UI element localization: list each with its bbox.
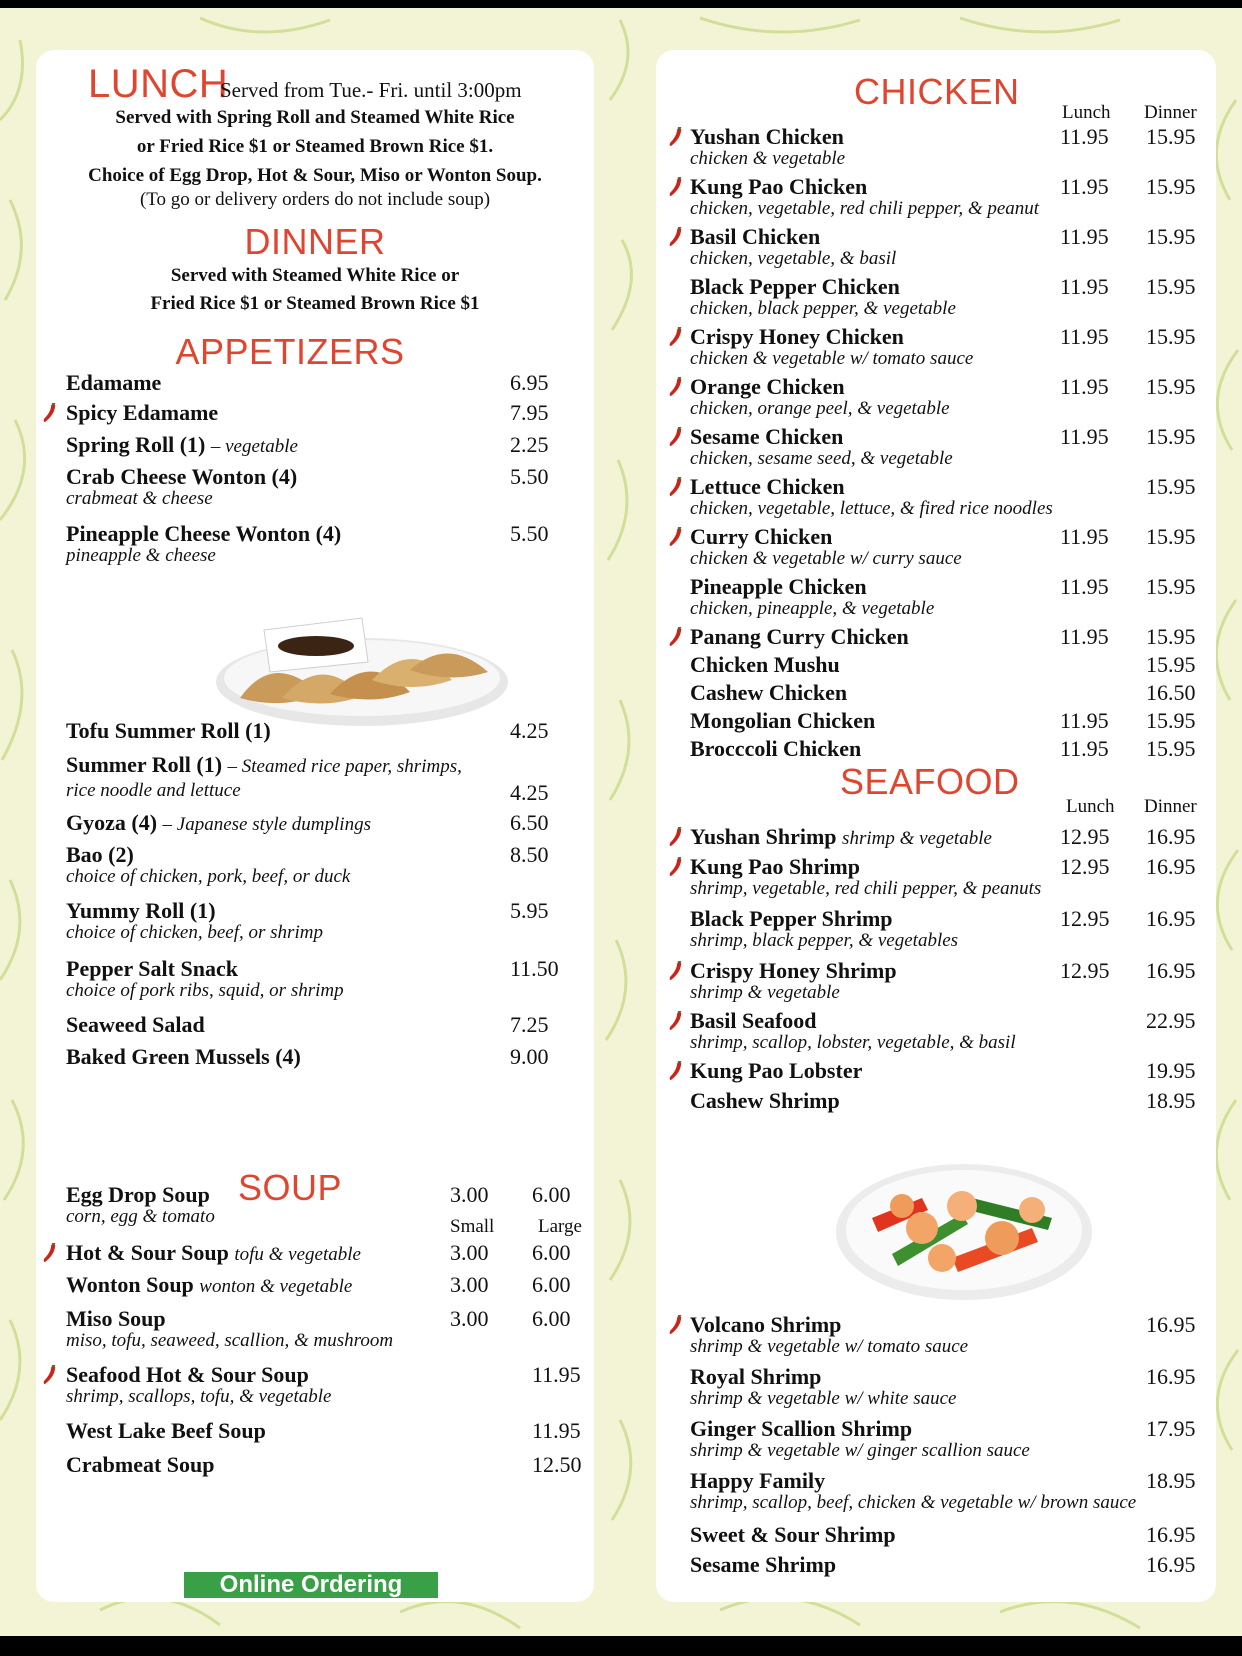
item-name: Crispy Honey Chicken — [690, 324, 904, 349]
item-price-dinner: 15.95 — [1146, 424, 1196, 449]
gyoza-photo — [212, 610, 512, 730]
lunch-served-hours: Served from Tue.- Fri. until 3:00pm — [220, 78, 522, 102]
item-price-small: 3.00 — [450, 1182, 489, 1207]
item-price-large: 6.00 — [532, 1182, 571, 1207]
item-price-dinner: 16.95 — [1146, 824, 1196, 849]
item-description: chicken, black pepper, & vegetable — [690, 298, 956, 319]
lunch-line-3: Choice of Egg Drop, Hot & Sour, Miso or Wonton Soup. — [88, 165, 542, 186]
item-name: Seafood Hot & Sour Soup — [66, 1362, 309, 1387]
item-description: shrimp, scallops, tofu, & vegetable — [66, 1386, 332, 1407]
item-price-price: 8.50 — [510, 842, 549, 867]
chili-pepper-icon — [42, 1365, 58, 1385]
item-price-lunch: 11.95 — [1060, 324, 1109, 349]
item-price-small: 3.00 — [450, 1306, 489, 1331]
item-name: Chicken Mushu — [690, 652, 840, 677]
item-name: Brocccoli Chicken — [690, 736, 862, 761]
item-price-dinner: 15.95 — [1146, 736, 1196, 761]
chicken-col-lunch: Lunch — [1062, 102, 1111, 123]
item-name: Sesame Chicken — [690, 424, 844, 449]
item-price-dinner: 15.95 — [1146, 174, 1196, 199]
item-price-dinner: 16.95 — [1146, 958, 1196, 983]
item-price-lunch: 11.95 — [1060, 224, 1109, 249]
item-price-price: 11.50 — [510, 956, 559, 981]
item-price-price: 5.95 — [510, 898, 549, 923]
item-name: Black Pepper Shrimp — [690, 906, 893, 931]
item-price-dinner: 15.95 — [1146, 374, 1196, 399]
item-price-large: 12.50 — [532, 1452, 582, 1477]
item-inline-desc: tofu & vegetable — [234, 1244, 361, 1265]
item-name: Crabmeat Soup — [66, 1452, 215, 1477]
chicken-heading: CHICKEN — [854, 71, 1020, 112]
item-price-price: 4.25 — [510, 718, 549, 743]
item-price-lunch: 11.95 — [1060, 424, 1109, 449]
item-description: pineapple & cheese — [66, 545, 216, 566]
item-name: Bao (2) — [66, 842, 134, 867]
chili-pepper-icon — [42, 1243, 58, 1263]
item-price-lunch: 12.95 — [1060, 958, 1110, 983]
item-price-large: 6.00 — [532, 1240, 571, 1265]
seafood-heading: SEAFOOD — [840, 761, 1020, 802]
item-price-price: 2.25 — [510, 432, 549, 457]
item-price-price: 6.95 — [510, 370, 549, 395]
item-name: Pineapple Cheese Wonton (4) — [66, 521, 342, 546]
item-price-dinner: 22.95 — [1146, 1008, 1196, 1033]
item-description: chicken, sesame seed, & vegetable — [690, 448, 953, 469]
item-price-dinner: 15.95 — [1146, 524, 1196, 549]
item-name: Mongolian Chicken — [690, 708, 876, 733]
chili-pepper-icon — [668, 527, 684, 547]
item-description: chicken, orange peel, & vegetable — [690, 398, 950, 419]
item-price-dinner: 15.95 — [1146, 652, 1196, 677]
item-price-lunch: 11.95 — [1060, 124, 1109, 149]
item-description: shrimp & vegetable w/ ginger scallion sauce — [690, 1440, 1030, 1461]
item-description: rice noodle and lettuce — [66, 780, 241, 801]
item-price-lunch: 11.95 — [1060, 374, 1109, 399]
item-name: Wonton Soup wonton & vegetable — [66, 1272, 353, 1297]
seafood-col-lunch: Lunch — [1066, 796, 1115, 817]
item-description: chicken, vegetable, lettuce, & fired rice noodles — [690, 498, 1053, 519]
item-price-lunch: 12.95 — [1060, 824, 1110, 849]
item-price-small: 3.00 — [450, 1240, 489, 1265]
item-name: Yushan Shrimp shrimp & vegetable — [690, 824, 992, 849]
item-name: Crispy Honey Shrimp — [690, 958, 897, 983]
item-description: choice of chicken, beef, or shrimp — [66, 922, 323, 943]
item-price-dinner: 16.95 — [1146, 1312, 1196, 1337]
item-description: choice of pork ribs, squid, or shrimp — [66, 980, 344, 1001]
item-price-price: 4.25 — [510, 780, 549, 805]
item-price-dinner: 15.95 — [1146, 274, 1196, 299]
item-description: crabmeat & cheese — [66, 488, 213, 509]
item-price-large: 6.00 — [532, 1306, 571, 1331]
item-price-dinner: 15.95 — [1146, 708, 1196, 733]
item-inline-desc: – vegetable — [210, 436, 298, 457]
right-menu-panel — [656, 50, 1216, 1602]
item-price-lunch: 12.95 — [1060, 854, 1110, 879]
item-description: chicken, vegetable, & basil — [690, 248, 897, 269]
item-price-price: 7.95 — [510, 400, 549, 425]
item-price-lunch: 11.95 — [1060, 624, 1109, 649]
item-inline-desc: – Japanese style dumplings — [162, 814, 371, 835]
appetizers-heading: APPETIZERS — [175, 331, 405, 372]
item-description: shrimp & vegetable w/ tomato sauce — [690, 1336, 969, 1357]
item-price-large: 11.95 — [532, 1418, 581, 1443]
item-name: Basil Chicken — [690, 224, 821, 249]
item-price-lunch: 11.95 — [1060, 274, 1109, 299]
item-price-dinner: 15.95 — [1146, 124, 1196, 149]
item-name: Orange Chicken — [690, 374, 845, 399]
item-name: Pineapple Chicken — [690, 574, 867, 599]
item-name: Sweet & Sour Shrimp — [690, 1522, 896, 1547]
left-menu-panel — [36, 50, 594, 1602]
item-price-lunch: 12.95 — [1060, 906, 1110, 931]
item-price-dinner: 15.95 — [1146, 324, 1196, 349]
dinner-line-1: Served with Steamed White Rice or — [170, 265, 460, 286]
item-name: Lettuce Chicken — [690, 474, 845, 499]
item-name: Tofu Summer Roll (1) — [66, 718, 271, 743]
item-price-dinner: 16.50 — [1146, 680, 1196, 705]
item-name: Baked Green Mussels (4) — [66, 1044, 301, 1069]
item-description: shrimp & vegetable — [690, 982, 840, 1003]
item-price-dinner: 15.95 — [1146, 224, 1196, 249]
item-price-price: 5.50 — [510, 464, 549, 489]
item-price-small: 3.00 — [450, 1272, 489, 1297]
item-name: Kung Pao Chicken — [690, 174, 868, 199]
item-inline-desc: shrimp & vegetable — [842, 828, 992, 849]
item-description: shrimp & vegetable w/ white sauce — [690, 1388, 957, 1409]
chili-pepper-icon — [668, 827, 684, 847]
item-name: Yummy Roll (1) — [66, 898, 216, 923]
item-price-lunch: 11.95 — [1060, 174, 1109, 199]
chili-pepper-icon — [668, 857, 684, 877]
item-name: Edamame — [66, 370, 162, 395]
chili-pepper-icon — [668, 1011, 684, 1031]
item-name: Volcano Shrimp — [690, 1312, 842, 1337]
item-price-dinner: 16.95 — [1146, 1522, 1196, 1547]
item-price-dinner: 18.95 — [1146, 1468, 1196, 1493]
item-name: Ginger Scallion Shrimp — [690, 1416, 913, 1441]
item-description: chicken & vegetable w/ curry sauce — [690, 548, 962, 569]
chili-pepper-icon — [668, 227, 684, 247]
chili-pepper-icon — [668, 127, 684, 147]
online-ordering-button[interactable]: Online Ordering — [184, 1572, 438, 1598]
item-price-dinner: 16.95 — [1146, 906, 1196, 931]
item-name: Kung Pao Shrimp — [690, 854, 860, 879]
item-name: Basil Seafood — [690, 1008, 817, 1033]
item-price-dinner: 19.95 — [1146, 1058, 1196, 1083]
item-price-dinner: 16.95 — [1146, 1552, 1196, 1577]
chicken-col-dinner: Dinner — [1144, 102, 1197, 123]
chili-pepper-icon — [668, 377, 684, 397]
item-name: Crab Cheese Wonton (4) — [66, 464, 298, 489]
item-name: Gyoza (4) – Japanese style dumplings — [66, 810, 371, 835]
item-description: shrimp, vegetable, red chili pepper, & peanuts — [690, 878, 1042, 899]
item-description: chicken, vegetable, red chili pepper, & peanut — [690, 198, 1040, 219]
lunch-heading: LUNCH — [88, 62, 229, 106]
item-name: Kung Pao Lobster — [690, 1058, 863, 1083]
item-description: shrimp, black pepper, & vegetables — [690, 930, 959, 951]
item-price-large: 6.00 — [532, 1272, 571, 1297]
item-price-dinner: 15.95 — [1146, 474, 1196, 499]
item-description: corn, egg & tomato — [66, 1206, 215, 1227]
lunch-line-2: or Fried Rice $1 or Steamed Brown Rice $1. — [136, 136, 494, 157]
item-price-price: 7.25 — [510, 1012, 549, 1037]
chili-pepper-icon — [668, 961, 684, 981]
item-description: choice of chicken, pork, beef, or duck — [66, 866, 351, 887]
item-inline-desc: – Steamed rice paper, shrimps, — [227, 756, 462, 777]
item-inline-desc: wonton & vegetable — [199, 1276, 353, 1297]
item-name: Happy Family — [690, 1468, 826, 1493]
dinner-line-2: Fried Rice $1 or Steamed Brown Rice $1 — [150, 293, 480, 314]
shrimp-dish-photo — [832, 1158, 1096, 1302]
item-price-lunch: 11.95 — [1060, 736, 1109, 761]
item-name: Hot & Sour Soup tofu & vegetable — [66, 1240, 361, 1265]
item-name: Miso Soup — [66, 1306, 166, 1331]
item-name: Yushan Chicken — [690, 124, 844, 149]
item-price-price: 6.50 — [510, 810, 549, 835]
item-name: Spicy Edamame — [66, 400, 219, 425]
soup-col-large: Large — [538, 1216, 582, 1237]
item-price-large: 11.95 — [532, 1362, 581, 1387]
item-price-lunch: 11.95 — [1060, 574, 1109, 599]
item-price-price: 5.50 — [510, 521, 549, 546]
item-name: Summer Roll (1) – Steamed rice paper, shrimps, — [66, 752, 462, 777]
item-price-dinner: 18.95 — [1146, 1088, 1196, 1113]
soup-divider-space — [36, 50, 37, 51]
item-description: chicken & vegetable — [690, 148, 846, 169]
item-name: Cashew Chicken — [690, 680, 848, 705]
item-description: miso, tofu, seaweed, scallion, & mushroom — [66, 1330, 394, 1351]
soup-col-small: Small — [450, 1216, 495, 1237]
item-name: Pepper Salt Snack — [66, 956, 238, 981]
item-price-dinner: 17.95 — [1146, 1416, 1196, 1441]
bottom-border — [0, 1636, 1242, 1656]
item-name: Cashew Shrimp — [690, 1088, 840, 1113]
chili-pepper-icon — [668, 1315, 684, 1335]
item-name: Spring Roll (1) – vegetable — [66, 432, 298, 457]
chili-pepper-icon — [668, 627, 684, 647]
item-name: West Lake Beef Soup — [66, 1418, 266, 1443]
chili-pepper-icon — [42, 403, 58, 423]
item-name: Egg Drop Soup — [66, 1182, 210, 1207]
item-price-dinner: 15.95 — [1146, 624, 1196, 649]
chili-pepper-icon — [668, 327, 684, 347]
lunch-line-1: Served with Spring Roll and Steamed White Rice — [115, 107, 515, 128]
item-name: Royal Shrimp — [690, 1364, 822, 1389]
item-price-lunch: 11.95 — [1060, 708, 1109, 733]
item-name: Sesame Shrimp — [690, 1552, 837, 1577]
chili-pepper-icon — [668, 427, 684, 447]
item-price-price: 9.00 — [510, 1044, 549, 1069]
item-name: Curry Chicken — [690, 524, 833, 549]
item-price-dinner: 16.95 — [1146, 1364, 1196, 1389]
top-border — [0, 0, 1242, 8]
chili-pepper-icon — [668, 177, 684, 197]
item-description: shrimp, scallop, lobster, vegetable, & basil — [690, 1032, 1016, 1053]
chili-pepper-icon — [668, 1061, 684, 1081]
seafood-col-dinner: Dinner — [1144, 796, 1197, 817]
item-name: Seaweed Salad — [66, 1012, 205, 1037]
item-name: Panang Curry Chicken — [690, 624, 909, 649]
item-description: chicken, pineapple, & vegetable — [690, 598, 935, 619]
dinner-heading: DINNER — [244, 221, 386, 262]
item-price-dinner: 16.95 — [1146, 854, 1196, 879]
lunch-note: (To go or delivery orders do not include soup) — [139, 189, 491, 210]
item-description: shrimp, scallop, beef, chicken & vegetable w/ brown sauce — [690, 1492, 1137, 1513]
item-description: chicken & vegetable w/ tomato sauce — [690, 348, 974, 369]
soup-heading: SOUP — [237, 1167, 343, 1208]
item-price-lunch: 11.95 — [1060, 524, 1109, 549]
chili-pepper-icon — [668, 477, 684, 497]
item-price-dinner: 15.95 — [1146, 574, 1196, 599]
item-name: Black Pepper Chicken — [690, 274, 900, 299]
